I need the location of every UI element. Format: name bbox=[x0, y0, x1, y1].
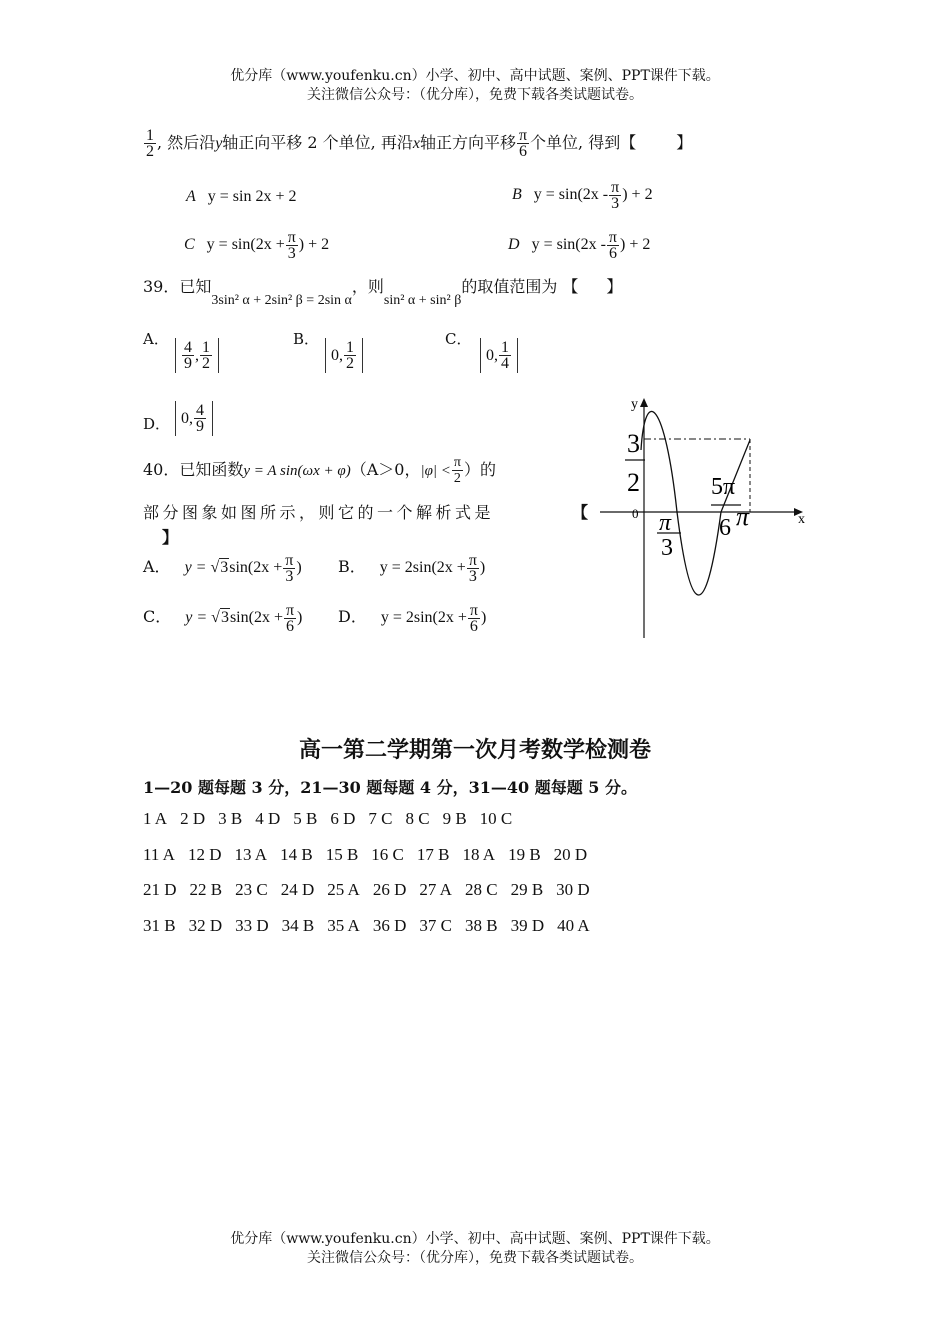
q40-bracket-close: 】 bbox=[162, 528, 179, 547]
q38-option-c: C y = sin(2x + $\frac{\pi}{3}$ ) + 2 bbox=[184, 229, 330, 262]
header-line-2: 关注微信公众号：（优分库），免费下载各类试题试卷。 bbox=[307, 87, 643, 103]
x1-denominator: 3 bbox=[661, 535, 673, 561]
answer-row: 21 D 22 B 23 C 24 D 25 A 26 D 27 A 28 C 29 B 30 D bbox=[143, 880, 590, 899]
q39-option-c-label: C． bbox=[445, 330, 472, 348]
q39-option-a-label: A． bbox=[143, 330, 169, 348]
y-axis-label: y bbox=[631, 397, 638, 412]
q39-stem: 39．已知3sin² α + 2sin² β = 2sin α，则sin² α + sin² β的取值范围为 【 】 bbox=[143, 277, 623, 308]
origin-label: 0 bbox=[632, 506, 639, 521]
q40-function-graph bbox=[595, 390, 815, 640]
q38-option-a: A y = sin 2x + 2 bbox=[186, 188, 297, 205]
amplitude-denominator: 2 bbox=[627, 468, 640, 497]
amplitude-numerator: 3 bbox=[627, 429, 640, 458]
answer-row: 1 A 2 D 3 B 4 D 5 B 6 D 7 C 8 C 9 B 10 C bbox=[143, 809, 513, 828]
x2-denominator: 6 bbox=[719, 515, 731, 541]
answer-key-title: 高一第二学期第一次月考数学检测卷 bbox=[298, 737, 651, 763]
q40-bracket-open: 【 bbox=[572, 503, 589, 522]
q38-option-b: B y = sin(2x - $\frac{\pi}{3}$ ) + 2 bbox=[512, 179, 653, 212]
scoring-rule: 1—20 题每题 3 分，21—30 题每题 4 分，31—40 题每题 5 分。 bbox=[143, 778, 637, 797]
answer-row: 31 B 32 D 33 D 34 B 35 A 36 D 37 C 38 B 39 D 40 A bbox=[143, 916, 590, 935]
x3-label: π bbox=[736, 502, 750, 531]
header-line-1: 优分库（www.youfenku.cn）小学、初中、高中试题、案例、PPT课件下载。 bbox=[230, 68, 720, 84]
q40-stem: 40．已知函数y = A sin(ωx + φ)（A＞0，|φ| < $\frac{\pi}{2}$ ）的 bbox=[143, 455, 496, 486]
q39-option-b: 0, $\frac{1}{2}$ bbox=[325, 338, 363, 373]
q39-option-d: 0, $\frac{4}{9}$ bbox=[175, 401, 213, 436]
footer-line-1: 优分库（www.youfenku.cn）小学、初中、高中试题、案例、PPT课件下载。 bbox=[230, 1231, 720, 1247]
q38-option-d: D y = sin(2x - $\frac{\pi}{6}$ ) + 2 bbox=[508, 229, 651, 262]
x1-numerator: π bbox=[659, 510, 672, 536]
q39-option-d-label: D． bbox=[143, 415, 171, 433]
q38-stem: $\frac{1}{2}$ , 然后沿y轴正向平移 2 个单位, 再沿x轴正方向平移 $\frac{\pi}{6}$ 个单位, 得到【 】 bbox=[146, 127, 693, 160]
q38-shift-fraction: $\frac{\pi}{6}$ bbox=[518, 127, 528, 160]
q40-option-d: D． y = 2sin(2x + $\frac{\pi}{6}$ ) bbox=[338, 602, 487, 635]
q40-option-b: B． y = 2sin(2x + $\frac{\pi}{3}$ ) bbox=[338, 552, 486, 585]
x-axis-label: x bbox=[798, 512, 805, 527]
x2-numerator: 5π bbox=[711, 474, 736, 500]
q40-option-a: A． y = √3sin(2x + $\frac{\pi}{3}$ ) bbox=[143, 552, 302, 585]
y-axis-arrow bbox=[640, 398, 648, 407]
q40-stem-line-2: 部分图象如图所示，则它的一个解析式是 bbox=[143, 503, 495, 522]
q40-option-c: C． y = √3sin(2x + $\frac{\pi}{6}$ ) bbox=[143, 602, 303, 635]
q39-option-c: 0, $\frac{1}{4}$ bbox=[480, 338, 518, 373]
q39-option-a: $\frac{4}{9}$ , $\frac{1}{2}$ bbox=[175, 338, 219, 373]
q39-option-b-label: B． bbox=[293, 330, 320, 348]
answer-row: 11 A 12 D 13 A 14 B 15 B 16 C 17 B 18 A 19 B 20 D bbox=[143, 845, 588, 864]
footer-line-2: 关注微信公众号：（优分库），免费下载各类试题试卷。 bbox=[307, 1250, 643, 1266]
q38-half-fraction: $\frac{1}{2}$ bbox=[146, 127, 154, 160]
